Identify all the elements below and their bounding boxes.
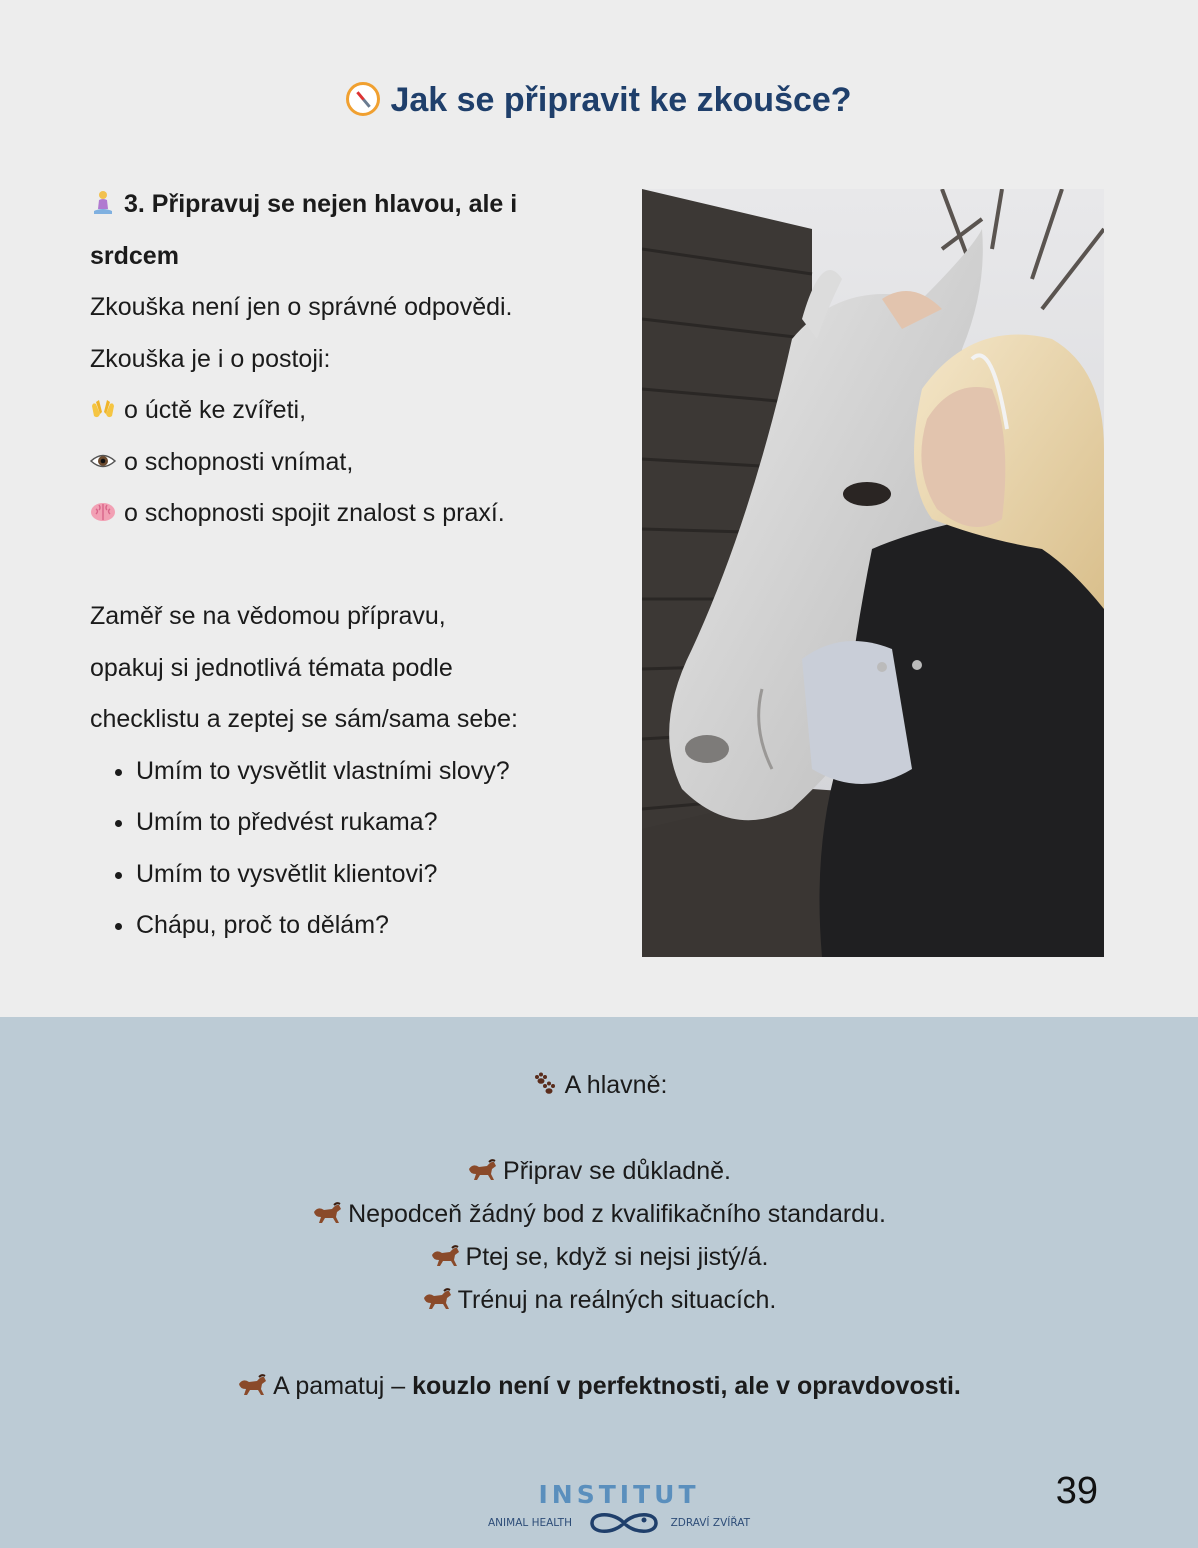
section-heading-line1: 3. Připravuj se nejen hlavou, ale i bbox=[124, 190, 518, 218]
point-perceive bbox=[90, 437, 620, 489]
horse-photo bbox=[642, 189, 1104, 957]
list-item: • Umím to předvést rukama? bbox=[136, 797, 620, 849]
point-practice bbox=[90, 488, 620, 540]
horse-icon bbox=[237, 1372, 267, 1398]
list-item: • Chápu, proč to dělám? bbox=[136, 900, 620, 952]
logo-subtitle bbox=[488, 1510, 750, 1536]
logo-title: INSTITUT bbox=[538, 1480, 700, 1509]
page-number: 39 bbox=[1055, 1470, 1098, 1512]
intro-line-2: Zkouška je i o postoji: bbox=[90, 344, 331, 373]
point-perceive-text: o schopnosti vnímat, bbox=[124, 447, 354, 476]
page-title-text: Jak se připravit ke zkoušce? bbox=[390, 81, 852, 119]
summary-closing-prefix: A pamatuj – bbox=[273, 1372, 413, 1400]
list-item: • Umím to vysvětlit klientovi? bbox=[136, 849, 620, 901]
logo-left-text: ANIMAL HEALTH bbox=[488, 1517, 572, 1529]
summary-item bbox=[0, 1193, 1198, 1236]
summary-item-text: Připrav se důkladně. bbox=[503, 1157, 731, 1185]
focus-line-2: opakuj si jednotlivá témata podle bbox=[90, 653, 453, 682]
summary-item-text: Trénuj na reálných situacích. bbox=[457, 1286, 777, 1314]
logo-right-text: ZDRAVÍ ZVÍŘAT bbox=[670, 1517, 750, 1529]
intro-line-1: Zkouška není jen o správné odpovědi. bbox=[90, 293, 513, 321]
open-hands-icon bbox=[90, 396, 116, 422]
summary-heading bbox=[0, 1064, 1198, 1107]
section-heading bbox=[90, 179, 620, 231]
institute-logo bbox=[488, 1480, 750, 1536]
focus-line-1: Zaměř se na vědomou přípravu, bbox=[90, 602, 446, 630]
summary-closing bbox=[0, 1365, 1198, 1408]
summary-item-text: Nepodceň žádný bod z kvalifikačního standardu. bbox=[348, 1200, 886, 1228]
summary-text bbox=[0, 1064, 1198, 1408]
summary-heading-text: A hlavně: bbox=[564, 1071, 668, 1099]
page-title bbox=[0, 76, 1198, 124]
horse-icon bbox=[467, 1157, 497, 1183]
point-respect-text: o úctě ke zvířeti, bbox=[124, 396, 307, 424]
horse-icon bbox=[430, 1243, 460, 1269]
content-column bbox=[90, 179, 620, 952]
point-respect bbox=[90, 385, 620, 437]
point-practice-text: o schopnosti spojit znalost s praxí. bbox=[124, 499, 505, 527]
summary-item-text: Ptej se, když si nejsi jistý/á. bbox=[465, 1243, 769, 1271]
horse-photo-illustration bbox=[642, 189, 1104, 957]
question-list bbox=[90, 746, 620, 952]
compass-icon bbox=[346, 82, 380, 116]
summary-item bbox=[0, 1279, 1198, 1322]
horse-icon bbox=[422, 1286, 452, 1312]
eye-icon bbox=[90, 448, 116, 474]
summary-item bbox=[0, 1150, 1198, 1193]
summary-item bbox=[0, 1236, 1198, 1279]
horse-icon bbox=[312, 1200, 342, 1226]
section-heading-line2: srdcem bbox=[90, 241, 179, 270]
infinity-icon bbox=[584, 1510, 664, 1536]
summary-closing-bold: kouzlo není v perfektnosti, ale v opravdovosti. bbox=[412, 1372, 961, 1400]
brain-icon bbox=[90, 499, 116, 525]
paw-prints-icon bbox=[531, 1071, 557, 1097]
meditating-person-icon bbox=[90, 190, 116, 216]
list-item: • Umím to vysvětlit vlastními slovy? bbox=[136, 746, 620, 798]
focus-line-3: checklistu a zeptej se sám/sama sebe: bbox=[90, 705, 518, 733]
